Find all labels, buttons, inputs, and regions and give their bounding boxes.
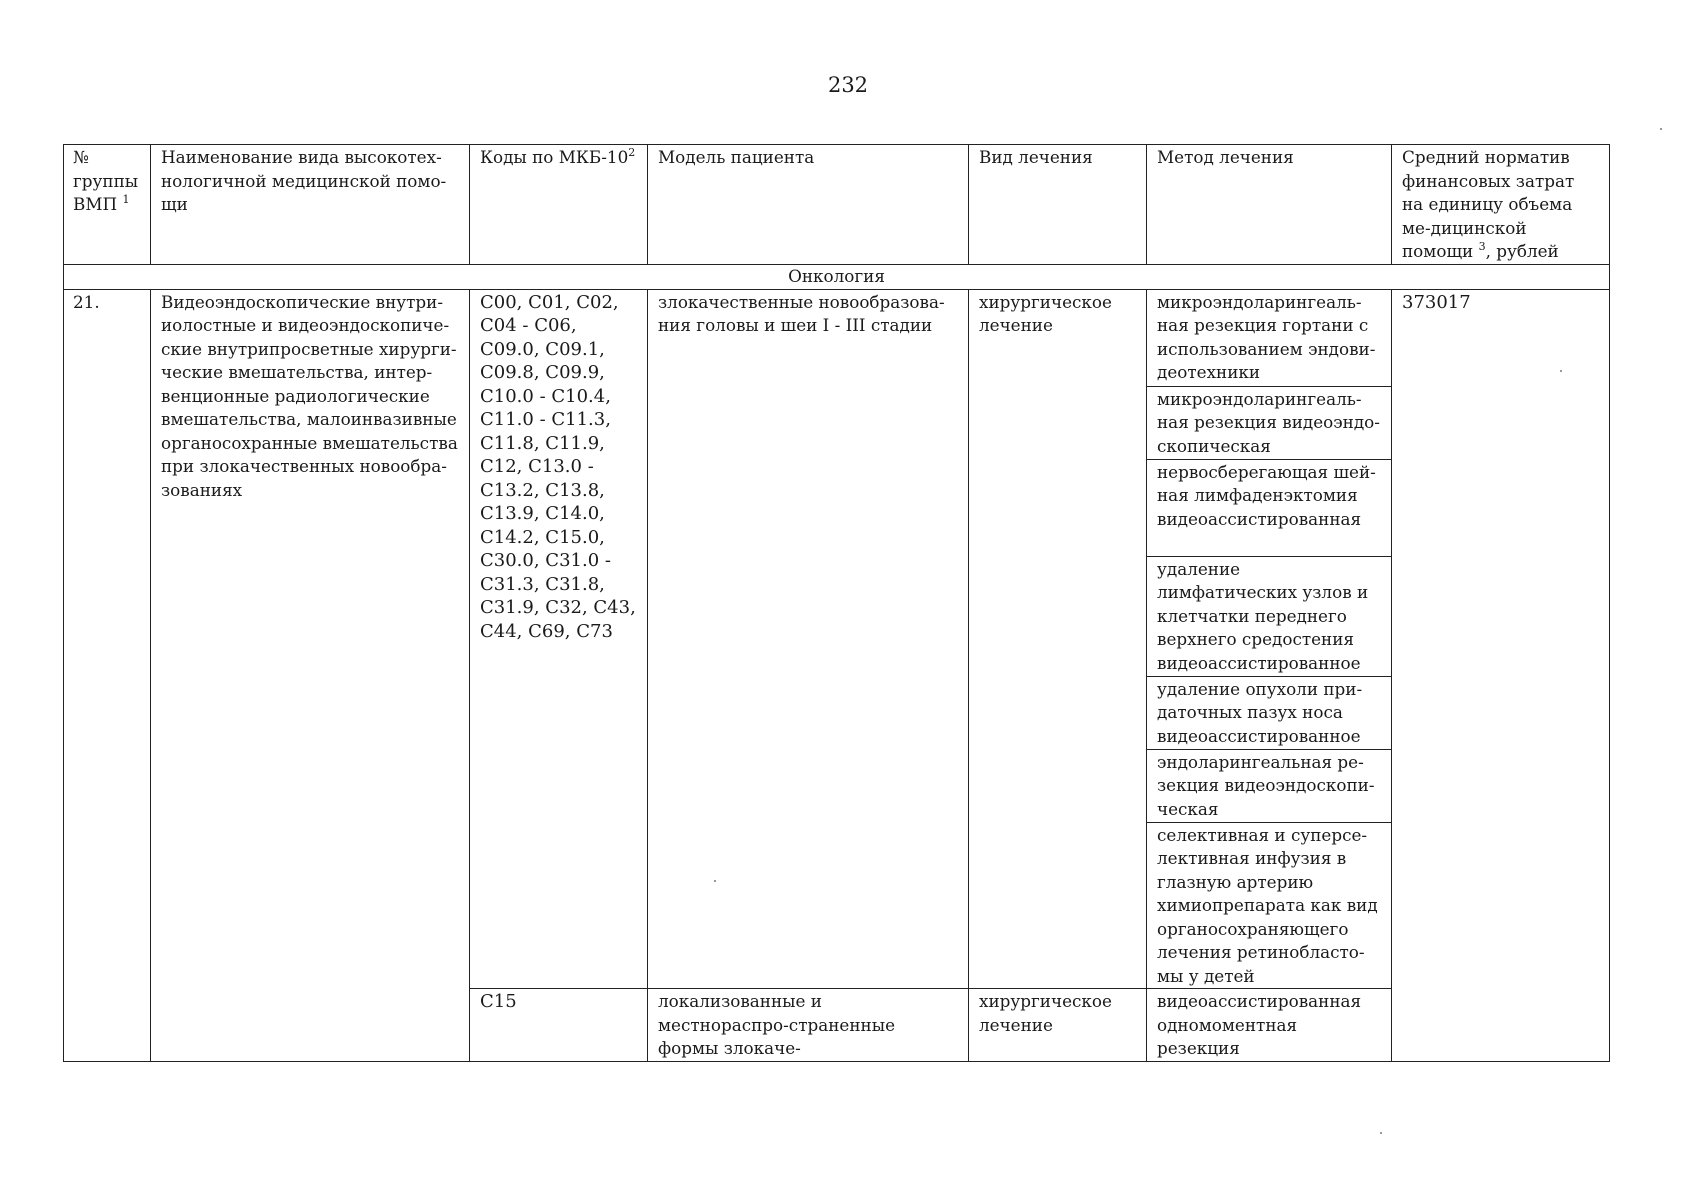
- group-number-cell: 21.: [64, 289, 151, 1061]
- header-treatment-type: Вид лечения: [969, 145, 1147, 265]
- scan-speck: [1660, 128, 1662, 130]
- header-method: Метод лечения: [1147, 145, 1392, 265]
- treatment-type-cell: хирургическое лечение: [969, 289, 1147, 989]
- header-cost-label: Средний норматив финансовых затрат на единицу объема ме-дицинской помощи: [1402, 147, 1575, 261]
- header-group-number-line-3: [73, 193, 146, 217]
- page-number: 232: [827, 73, 869, 97]
- scan-speck: [1560, 370, 1562, 372]
- header-row: [64, 145, 1610, 265]
- icd-codes-cell: C15: [470, 989, 648, 1062]
- icd-codes-cell: C00, C01, C02, C04 - C06, C09.0, C09.1, C09.8, C09.9, C10.0 - C10.4, C11.0 - C11.3, C11.8, C11.9, C12, C13.0 - C13.2, C13.8, C13.9, C14.0, C14.2, C15.0, C30.0, C31.0 - C31.3, C31.8, C31.9, C32, C43, C44, C69, C73: [470, 289, 648, 989]
- header-cost: [1392, 145, 1610, 265]
- footnote-3-marker: 3: [1478, 240, 1486, 253]
- method-cell: удаление опухоли при-даточных пазух носа видеоассистированное: [1147, 676, 1392, 749]
- vmp-table: [63, 144, 1610, 1062]
- header-group-number: [64, 145, 151, 265]
- header-codes: [470, 145, 648, 265]
- method-cell: нервосберегающая шей-ная лимфаденэктомия видеоассистированная: [1147, 459, 1392, 556]
- header-group-number-line-1: №: [73, 147, 89, 167]
- header-name: Наименование вида высокотех-нологичной медицинской помо-щи: [151, 145, 470, 265]
- scan-speck: [714, 880, 716, 882]
- method-cell: микроэндоларингеаль-ная резекция видеоэндо-скопическая: [1147, 386, 1392, 459]
- header-patient-model: Модель пациента: [648, 145, 969, 265]
- table-row: [64, 289, 1610, 386]
- scan-speck: [1380, 1132, 1382, 1134]
- section-title: Онкология: [64, 264, 1610, 289]
- patient-model-cell: злокачественные новообразова-ния головы и шеи I - III стадии: [648, 289, 969, 989]
- method-cell: микроэндоларингеаль-ная резекция гортани с использованием эндови-деотехники: [1147, 289, 1392, 386]
- section-row: [64, 264, 1610, 289]
- group-name-cell: Видеоэндоскопические внутри-иолостные и видеоэндоскопиче-ские внутрипросветные хирурги-ческие вмешательства, интер-венционные радиологические вмешательства, малоинвазивные органосохранные вмешательства при злокачественных новообра-зованиях: [151, 289, 470, 1061]
- method-cell: эндоларингеальная ре-зекция видеоэндоскопи-ческая: [1147, 749, 1392, 822]
- footnote-1-marker: 1: [122, 193, 130, 206]
- header-cost-unit: , рублей: [1485, 241, 1559, 261]
- header-group-number-line-2: группы: [73, 170, 139, 191]
- cost-cell: 373017: [1392, 289, 1610, 1061]
- header-group-number-vmp: ВМП: [73, 194, 118, 214]
- method-cell: видеоассистированная одномоментная резекция: [1147, 989, 1392, 1062]
- method-cell: селективная и суперсе-лективная инфузия в глазную артерию химиопрепарата как вид органосохраняющего лечения ретинобласто-мы у детей: [1147, 822, 1392, 989]
- treatment-type-cell: хирургическое лечение: [969, 989, 1147, 1062]
- method-cell: удаление лимфатических узлов и клетчатки переднего верхнего средостения видеоассистированное: [1147, 556, 1392, 676]
- patient-model-cell: локализованные и местнораспро-страненные формы злокаче-: [648, 989, 969, 1062]
- footnote-2-marker: 2: [628, 146, 636, 159]
- header-codes-label: Коды по МКБ-10: [480, 147, 629, 167]
